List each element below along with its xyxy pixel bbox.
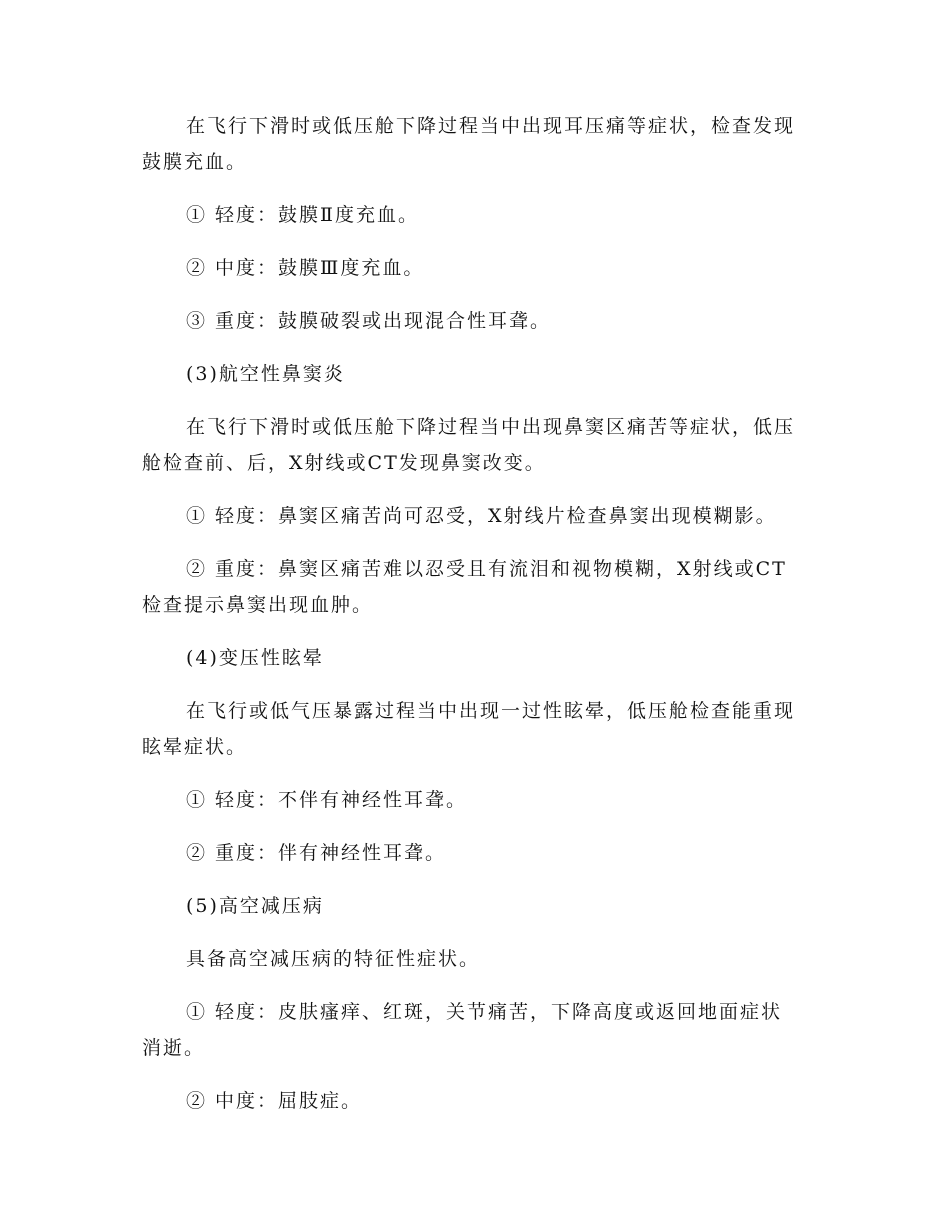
paragraph-vertigo-severe: ② 重度：伴有神经性耳聋。 (186, 842, 447, 864)
paragraph-sinusitis-description: 在飞行下滑时或低压舱下降过程当中出现鼻窦区痛苦等症状，低压舱检查前、后，X射线或CT发现鼻窦改变。 (142, 416, 796, 474)
paragraph-vertigo-mild: ① 轻度：不伴有神经性耳聋。 (186, 789, 468, 811)
paragraph-sinusitis-severe: ② 重度：鼻窦区痛苦难以忍受且有流泪和视物模糊，X射线或CT检查提示鼻窦出现血肿。 (142, 558, 787, 616)
paragraph-barotitis-severe: ③ 重度：鼓膜破裂或出现混合性耳聋。 (186, 310, 552, 332)
paragraph-vertigo-description: 在飞行或低气压暴露过程当中出现一过性眩晕，低压舱检查能重现眩晕症状。 (142, 700, 796, 758)
heading-alternobaric-vertigo: (4)变压性眩晕 (186, 647, 324, 669)
paragraph-decompression-description: 具备高空减压病的特征性症状。 (186, 948, 481, 970)
document-body (142, 108, 802, 1136)
paragraph-decompression-moderate: ② 中度：屈肢症。 (186, 1090, 363, 1112)
paragraph-barotitis-moderate: ② 中度：鼓膜Ⅲ度充血。 (186, 257, 425, 279)
paragraph-barotitis-description: 在飞行下滑时或低压舱下降过程当中出现耳压痛等症状，检查发现鼓膜充血。 (142, 115, 796, 173)
paragraph-decompression-mild: ① 轻度：皮肤瘙痒、红斑，关节痛苦，下降高度或返回地面症状消逝。 (142, 1001, 783, 1059)
heading-aviation-sinusitis: (3)航空性鼻窦炎 (186, 363, 345, 385)
heading-altitude-decompression-sickness: (5)高空减压病 (186, 895, 324, 917)
paragraph-sinusitis-mild: ① 轻度：鼻窦区痛苦尚可忍受，X射线片检查鼻窦出现模糊影。 (186, 505, 777, 527)
paragraph-barotitis-mild: ① 轻度：鼓膜Ⅱ度充血。 (186, 204, 419, 226)
